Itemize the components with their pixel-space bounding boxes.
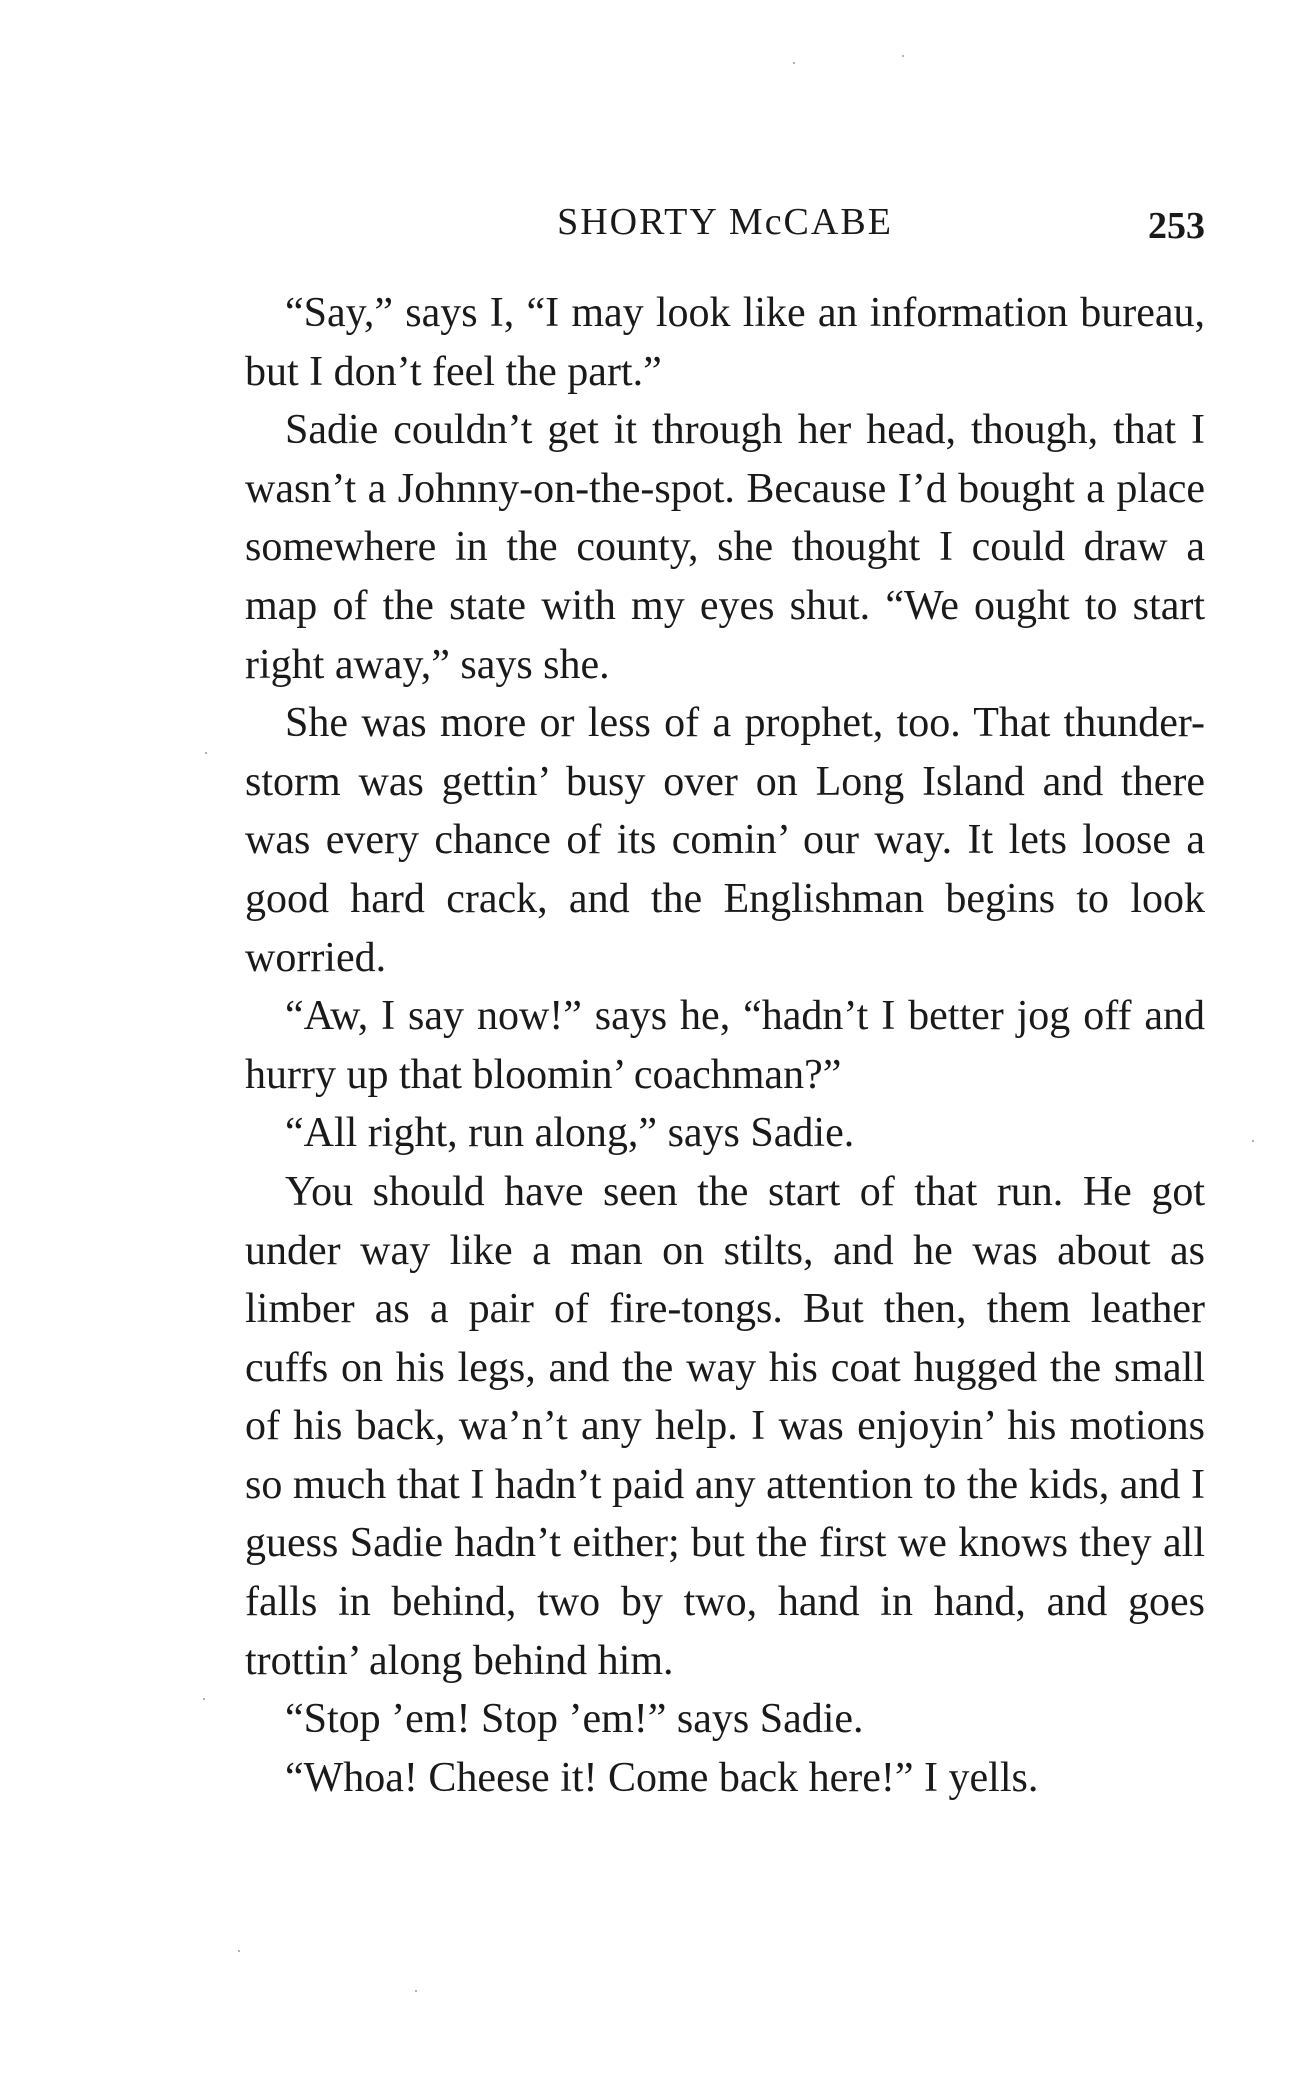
paragraph: “Whoa! Cheese it! Come back here!” I yells. [285, 1754, 1039, 1801]
paragraph: Sadie couldn’t get it through her head, though, that I wasn’t a Johnny-on-the-spot. Because I’d bought a place somewhere in the county, she thought I could draw a map of the state with my eyes shut. “We ought to start right away,” says she. [245, 407, 1205, 688]
page-number: 253 [1148, 205, 1205, 247]
paragraph: “Say,” says I, “I may look like an information bureau, but I don’t feel the part.” [245, 290, 1205, 395]
body-text [245, 284, 1205, 1807]
scan-speck [1252, 1140, 1254, 1142]
running-title: SHORTY McCABE [557, 201, 893, 243]
scan-speck [238, 1950, 240, 1952]
scan-speck [793, 62, 795, 64]
paragraph: “All right, run along,” says Sadie. [285, 1110, 855, 1157]
paragraph: “Aw, I say now!” says he, “hadn’t I better jog off and hurry up that bloomin’ coachman?” [245, 993, 1205, 1098]
scan-speck [203, 1698, 205, 1700]
paragraph: She was more or less of a prophet, too. That thunder-storm was gettin’ busy over on Long Island and there was every chance of its comin’ our way. It lets loose a good hard crack, and the Englishman begins to look worried. [245, 700, 1205, 981]
scan-speck [205, 752, 207, 754]
scan-speck [902, 55, 904, 57]
paragraph: “Stop ’em! Stop ’em!” says Sadie. [285, 1696, 864, 1743]
paragraph: You should have seen the start of that run. He got under way like a man on stilts, and he was about as limber as a pair of fire-tongs. But then, them leather cuffs on his legs, and the way his coat hugged the small of his back, wa’n’t any help. I was enjoyin’ his motions so much that I hadn’t paid any attention to the kids, and I guess Sadie hadn’t either; but the first we knows they all falls in behind, two by two, hand in hand, and goes trottin’ along behind him. [245, 1168, 1205, 1684]
running-head [245, 200, 1205, 250]
scan-speck [415, 1990, 417, 1992]
